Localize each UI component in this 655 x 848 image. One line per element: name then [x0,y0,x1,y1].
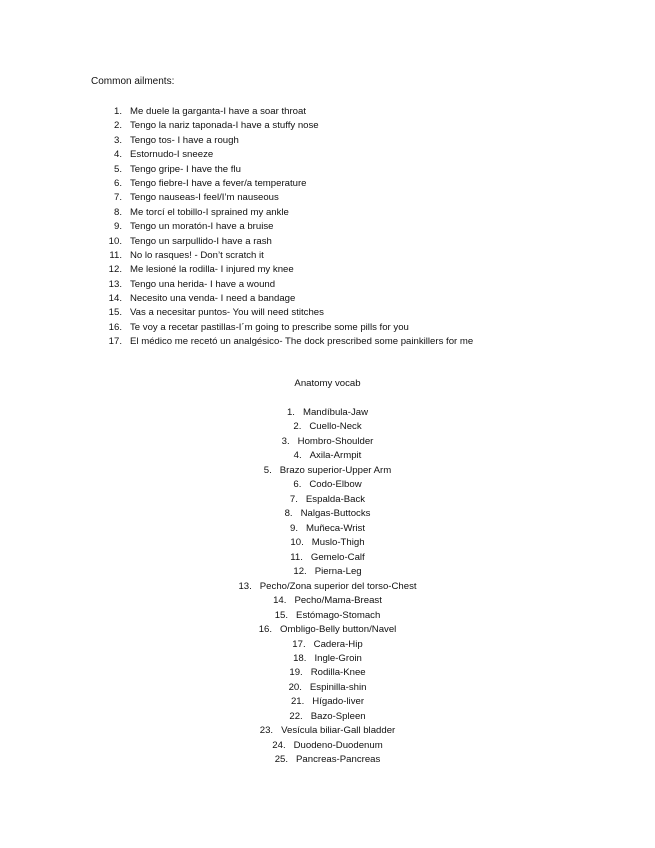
item-text: Hígado-liver [312,696,365,708]
list-item [0,335,655,349]
item-text: Tengo la nariz taponada-I have a stuffy nose [130,120,319,132]
item-number: 5. [113,163,122,175]
list-item [0,609,655,623]
list-item [0,666,655,680]
item-text: Hombro-Shoulder [297,435,374,447]
item-number: 10. [290,537,304,549]
item-number: 10. [108,235,122,247]
item-number: 19. [289,667,303,679]
list-item [0,435,655,449]
item-number: 12. [108,264,122,276]
item-number: 2. [113,120,122,132]
item-text: Nalgas-Buttocks [300,508,371,520]
item-number: 3. [281,435,290,447]
item-text: Cuello-Neck [309,421,362,433]
list-item [0,493,655,507]
list-item [0,406,655,420]
list-item [0,163,655,177]
list-item [0,464,655,478]
list-item [0,449,655,463]
anatomy-list [0,406,655,768]
item-number: 8. [284,508,293,520]
item-text: Duodeno-Duodenum [293,739,383,751]
item-number: 16. [108,321,122,333]
item-text: Tengo gripe- I have the flu [130,163,241,175]
item-text: Vas a necesitar puntos- You will need stitches [130,307,324,319]
item-text: Me lesioné la rodilla- I injured my knee [130,264,294,276]
item-number: 15. [274,609,289,621]
item-number: 1. [286,407,295,418]
list-item [0,148,655,162]
list-item [0,522,655,536]
list-item [0,420,655,434]
item-text: Ombligo-Belly button/Navel [280,624,397,636]
list-item [0,105,655,119]
item-text: Me torcí el tobillo-I sprained my ankle [130,206,289,218]
item-number: 4. [113,149,122,161]
item-number: 3. [113,134,122,146]
list-item [0,134,655,148]
item-text: Tengo tos- I have a rough [130,134,239,146]
item-number: 25. [274,754,289,766]
list-item [0,507,655,521]
item-text: Bazo-Spleen [310,710,366,722]
item-text: Espalda-Back [305,493,366,505]
item-number: 6. [113,177,122,189]
item-number: 21. [290,696,305,708]
item-text: Pecho/Zona superior del torso-Chest [259,580,417,592]
item-text: Ingle-Groin [314,652,362,664]
item-text: Estornudo-I sneeze [130,149,214,161]
list-item [0,321,655,335]
item-number: 22. [289,710,303,722]
list-item [0,565,655,579]
item-number: 13. [238,580,252,592]
item-number: 9. [289,522,298,534]
item-number: 1. [113,106,122,117]
item-number: 9. [113,221,122,233]
item-number: 16. [258,624,273,636]
item-number: 17. [108,336,122,348]
item-text: Muñeca-Wrist [306,522,365,534]
item-text: Rodilla-Knee [310,667,366,679]
list-item [0,623,655,637]
list-item [0,306,655,320]
item-text: Tengo una herida- I have a wound [130,278,276,290]
item-text: Me duele la garganta-I have a soar throat [130,106,306,117]
item-number: 6. [293,479,302,491]
list-item [0,292,655,306]
list-item [0,695,655,709]
item-number: 18. [293,652,307,664]
item-number: 14. [108,293,122,305]
list-item [0,580,655,594]
list-item [0,753,655,767]
item-number: 7. [289,493,298,505]
item-text: Mandíbula-Jaw [302,407,369,418]
list-item [0,638,655,652]
item-number: 5. [263,464,272,476]
item-text: Brazo superior-Upper Arm [279,464,392,476]
ailments-list [0,105,655,350]
item-text: Pierna-Leg [314,566,362,578]
list-item [0,249,655,263]
list-item [0,739,655,753]
item-text: Tengo nauseas-I feel/I’m nauseous [130,192,279,204]
list-item [0,551,655,565]
item-number: 8. [113,206,122,218]
list-item [0,263,655,277]
list-item [0,119,655,133]
item-text: Estómago-Stomach [296,609,381,621]
list-item [0,724,655,738]
item-text: Cadera-Hip [313,638,363,650]
item-text: No lo rasques! - Don’t scratch it [130,249,264,261]
list-item [0,652,655,666]
item-text: El médico me recetó un analgésico- The dock prescribed some painkillers for me [130,336,474,348]
item-number: 11. [290,551,303,563]
item-text: Gemelo-Calf [310,551,365,563]
list-item [0,235,655,249]
item-number: 11. [109,249,122,261]
item-text: Espinilla-shin [309,681,367,693]
item-text: Codo-Elbow [309,479,362,491]
item-text: Necesito una venda- I need a bandage [130,293,296,305]
item-text: Tengo fiebre-I have a fever/a temperature [130,177,307,189]
item-number: 12. [293,566,307,578]
list-item [0,594,655,608]
item-text: Axila-Armpit [309,450,362,462]
list-item [0,710,655,724]
item-number: 14. [273,595,287,607]
item-number: 7. [113,192,122,204]
list-item [0,206,655,220]
item-text: Muslo-Thigh [311,537,365,549]
list-item [0,220,655,234]
item-text: Pancreas-Pancreas [296,754,381,766]
item-number: 24. [272,739,286,751]
list-item [0,191,655,205]
list-item [0,177,655,191]
item-text: Tengo un moratón-I have a bruise [130,221,274,233]
list-item [0,278,655,292]
ailments-heading: Common ailments: [91,76,175,87]
list-item [0,536,655,550]
anatomy-heading: Anatomy vocab [294,378,361,389]
item-number: 15. [108,307,122,319]
item-text: Te voy a recetar pastillas-I´m going to prescribe some pills for you [130,321,409,333]
list-item [0,681,655,695]
item-number: 17. [292,638,306,650]
item-number: 2. [293,421,302,433]
item-text: Vesícula biliar-Gall bladder [281,725,396,737]
item-text: Tengo un sarpullido-I have a rash [130,235,272,247]
item-number: 13. [108,278,122,290]
item-number: 20. [288,681,302,693]
item-text: Pecho/Mama-Breast [294,595,382,607]
item-number: 23. [259,725,274,737]
list-item [0,478,655,492]
item-number: 4. [293,450,302,462]
